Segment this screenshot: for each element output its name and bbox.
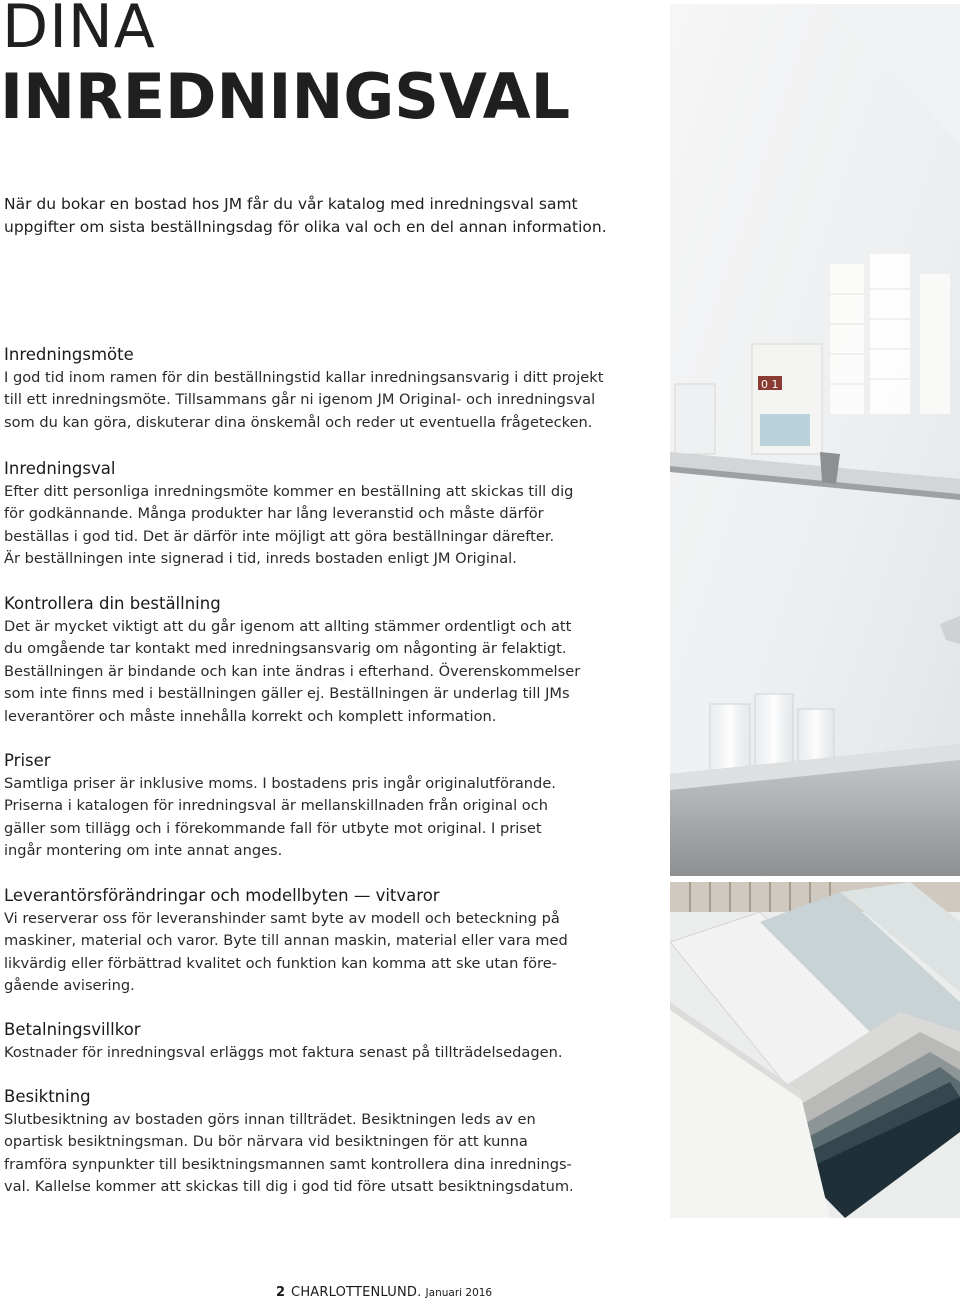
section-line: ingår montering om inte annat anges. — [4, 842, 283, 860]
section-line: Priserna i katalogen för inredningsval är mellanskillnaden från original och — [4, 797, 548, 815]
material-samples-art — [670, 882, 960, 1218]
section-heading: Inredningsval — [4, 459, 116, 478]
section-heading: Priser — [4, 751, 51, 770]
interior-photo — [670, 4, 960, 876]
section-heading: Besiktning — [4, 1087, 91, 1106]
intro-paragraph — [4, 193, 644, 239]
footer-date: Januari 2016 — [425, 1287, 493, 1299]
section-line: Efter ditt personliga inredningsmöte kommer en beställning att skickas till dig — [4, 483, 574, 500]
section-besiktning — [4, 1085, 652, 1199]
material-samples-photo — [670, 882, 960, 1218]
section-leverantorsforandringar — [4, 884, 652, 998]
section-line: för godkännande. Många produkter har lång leveranstid och måste därför — [4, 505, 544, 523]
section-line: likvärdig eller förbättrad kvalitet och funktion kan komma att ske utan före- — [4, 954, 557, 972]
section-betalningsvillkor — [4, 1018, 652, 1064]
section-line: leverantörer och måste innehålla korrekt och komplett information. — [4, 707, 497, 725]
title-line-2: INREDNINGSVAL — [0, 60, 571, 133]
interior-photo-art — [670, 4, 960, 876]
section-line: Kostnader för inredningsval erläggs mot faktura senast på tillträdelsedagen. — [4, 1044, 563, 1061]
intro-line: När du bokar en bostad hos JM får du vår katalog med inredningsval samt — [4, 195, 578, 213]
section-heading: Betalningsvillkor — [4, 1020, 141, 1039]
section-kontrollera — [4, 592, 652, 728]
clock-display: 0 1 — [761, 378, 779, 391]
section-inredningsval — [4, 457, 652, 571]
section-line: till ett inredningsmöte. Tillsammans går ni igenom JM Original- och inredningsval — [4, 391, 596, 409]
section-line: som inte finns med i beställningen gäller ej. Beställningen är underlag till JMs — [4, 685, 570, 703]
page-footer — [276, 1285, 492, 1300]
section-line: val. Kallelse kommer att skickas till dig i god tid före utsatt besiktningsdatum. — [4, 1178, 574, 1196]
section-heading: Inredningsmöte — [4, 345, 134, 364]
page-number: 2 — [276, 1285, 286, 1300]
section-line: gäller som tillägg och i förekommande fall för utbyte mot original. I priset — [4, 819, 542, 837]
section-line: framföra synpunkter till besiktningsmannen samt kontrollera dina inrednings- — [4, 1155, 572, 1173]
section-line: beställas i god tid. Det är därför inte möjligt att göra beställningar därefter. — [4, 527, 555, 545]
section-line: Vi reserverar oss för leveranshinder samt byte av modell och beteckning på — [4, 910, 560, 927]
section-line: Beställningen är bindande och kan inte ändras i efterhand. Överenskommelser — [4, 662, 581, 680]
footer-place: CHARLOTTENLUND. — [291, 1285, 422, 1300]
section-line: gående avisering. — [4, 977, 135, 995]
section-heading: Kontrollera din beställning — [4, 594, 221, 613]
title-line-1: DINA — [2, 0, 156, 62]
intro-line: uppgifter om sista beställningsdag för olika val och en del annan information. — [4, 218, 607, 236]
section-line: maskiner, material och varor. Byte till annan maskin, material eller vara med — [4, 932, 568, 950]
section-line: I god tid inom ramen för din beställningstid kallar inredningsansvarig i ditt projekt — [4, 369, 604, 386]
section-line: Det är mycket viktigt att du går igenom att allting stämmer ordentligt och att — [4, 618, 572, 635]
section-line: Är beställningen inte signerad i tid, inreds bostaden enligt JM Original. — [4, 550, 517, 568]
section-line: opartisk besiktningsman. Du bör närvara vid besiktningen för att kunna — [4, 1133, 528, 1151]
section-line: som du kan göra, diskuterar dina önskemål och reder ut eventuella frågetecken. — [4, 413, 593, 431]
section-line: Slutbesiktning av bostaden görs innan tillträdet. Besiktningen leds av en — [4, 1111, 536, 1128]
section-heading: Leverantörsförändringar och modellbyten — vitvaror — [4, 886, 440, 905]
section-priser — [4, 749, 652, 863]
section-line: Samtliga priser är inklusive moms. I bostadens pris ingår originalutförande. — [4, 775, 556, 792]
section-line: du omgående tar kontakt med inredningsansvarig om någonting är felaktigt. — [4, 640, 567, 658]
section-inredningsmote — [4, 343, 652, 434]
